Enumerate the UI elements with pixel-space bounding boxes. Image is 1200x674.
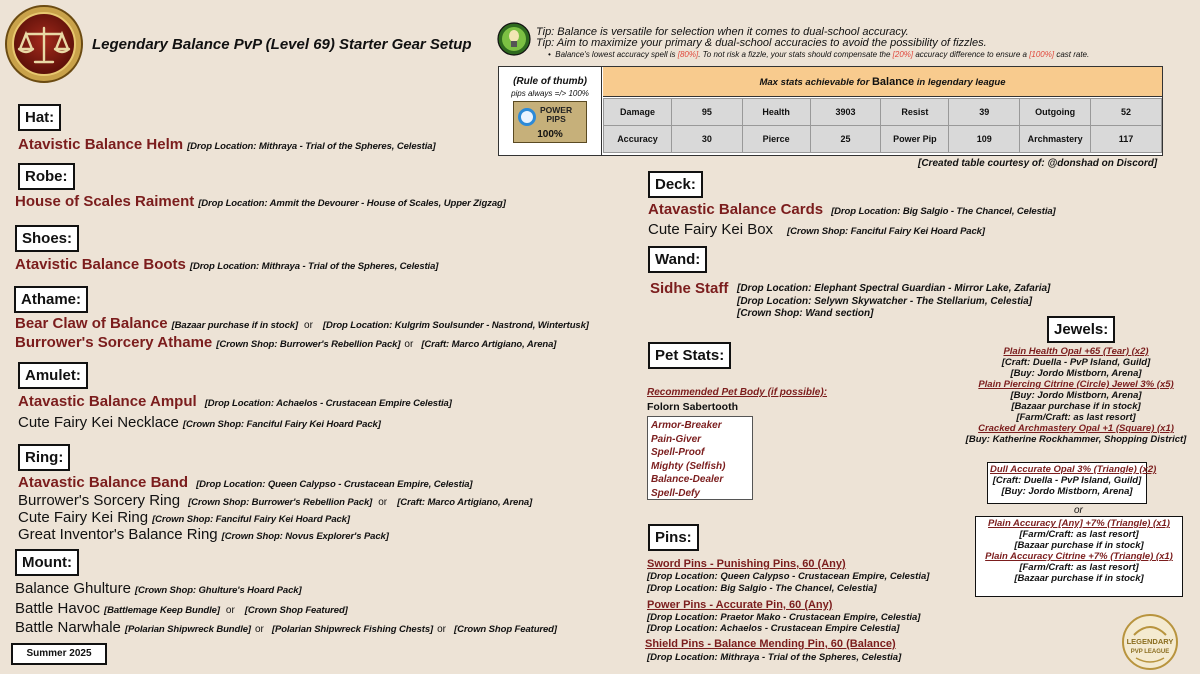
svg-text:LEGENDARY: LEGENDARY (1126, 637, 1174, 646)
robe-label: Robe: (18, 163, 75, 190)
wand-label: Wand: (648, 246, 707, 273)
jewel-4-heading: Dull Accurate Opal 3% (Triangle) (x2) (990, 464, 1157, 475)
deck-item-2: Cute Fairy Kei Box [Crown Shop: Fanciful Fairy Kei Hoard Pack] (648, 221, 985, 238)
pet-trait: Pain-Giver (651, 433, 702, 445)
jewel-group-1: Plain Health Opal +65 (Tear) (x2) [Craft: Duella - PvP Island, Guild] [Buy: Jordo Mistborn, Arena] Plain Piercing Citrine (Circle) Jewel 3% (x5) [Buy: Jordo Mistborn, Arena] [Bazaar purchase if in stock] [Farm/Craft: as last resort] Cracked Archmastery Opal +1 (Square) (x1) [Buy: Katherine Rockhammer, Shopping District] (960, 346, 1192, 445)
amulet-item-1: Atavastic Balance Ampul [Drop Location: Achaelos - Crustacean Empire Celestia] (18, 393, 452, 410)
jewel-box-accurate-opal: Dull Accurate Opal 3% (Triangle) (x2) [Craft: Duella - PvP Island, Guild] [Buy: Jordo Mistborn, Arena] (987, 462, 1147, 504)
stats-table (498, 66, 1163, 156)
pin-1-note-2: [Drop Location: Big Salgio - The Chancel, Celestia] (647, 583, 877, 594)
pin-2-heading: Power Pins - Accurate Pin, 60 (Any) (647, 599, 833, 611)
mount-item-1: Balance Ghulture [Crown Shop: Ghulture's Hoard Pack] (15, 580, 302, 597)
wand-item: Sidhe Staff (650, 280, 729, 297)
stats-row-2: Accuracy 30 Pierce 25 Power Pip 109 Archmastery 117 (604, 126, 1162, 153)
season-badge: Summer 2025 (11, 643, 107, 665)
svg-text:PVP LEAGUE: PVP LEAGUE (1130, 649, 1170, 655)
pet-recommendation: Recommended Pet Body (if possible): (647, 387, 828, 398)
pin-2-note-1: [Drop Location: Praetor Mako - Crustacean Empire, Celestia] (647, 612, 921, 623)
mount-item-2: Battle Havoc [Battlemage Keep Bundle] or [Crown Shop Featured] (15, 600, 348, 617)
tip-2: Tip: Aim to maximize your primary & dual-school accuracies to avoid the possibility of fizzles. (536, 37, 987, 49)
jewel-6-heading: Plain Accuracy Citrine +7% (Triangle) (x1) (985, 551, 1173, 562)
tip-1: Tip: Balance is versatile for selection when it comes to dual-school accuracy. (536, 26, 909, 38)
pet-trait: Spell-Defy (651, 487, 700, 499)
jewels-label: Jewels: (1047, 316, 1115, 343)
tip-3: • Balance's lowest accuracy spell is [80%]. To not risk a fizzle, your stats should compensate the [20%] accuracy difference to ensure a [100%] cast rate. (548, 50, 1090, 59)
power-pips-badge: POWER PIPS 100% (513, 101, 587, 143)
athame-item-2: Burrower's Sorcery Athame [Crown Shop: Burrower's Rebellion Pack] or [Craft: Marco Artigiano, Arena] (15, 334, 557, 351)
wand-note-3: [Crown Shop: Wand section] (737, 308, 874, 319)
table-credit: [Created table courtesy of: @donshad on Discord] (918, 158, 1158, 169)
athame-label: Athame: (14, 286, 88, 313)
ring-item-3: Cute Fairy Kei Ring [Crown Shop: Fanciful Fairy Kei Hoard Pack] (18, 509, 350, 526)
pin-1-note-1: [Drop Location: Queen Calypso - Crustacean Empire, Celestia] (647, 571, 930, 582)
pet-trait: Spell-Proof (651, 447, 705, 458)
jewel-2-heading: Plain Piercing Citrine (Circle) Jewel 3% (x5) (978, 379, 1174, 390)
ring-item-4: Great Inventor's Balance Ring [Crown Shop: Novus Explorer's Pack] (18, 526, 389, 543)
mount-item-3: Battle Narwhale [Polarian Shipwreck Bundle] or [Polarian Shipwreck Fishing Chests] or [Crown Shop Featured] (15, 619, 557, 636)
league-logo (1120, 613, 1180, 671)
pin-1-heading: Sword Pins - Punishing Pins, 60 (Any) (647, 558, 846, 570)
pet-trait: Mighty (Selfish) (651, 460, 726, 472)
stats-header: Max stats achievable for Balance in legendary league (603, 67, 1162, 97)
balance-emblem (4, 4, 84, 84)
pet-stats-label: Pet Stats: (648, 342, 731, 369)
deck-label: Deck: (648, 171, 703, 198)
pet-body: Folorn Sabertooth (647, 401, 738, 413)
amulet-item-2: Cute Fairy Kei Necklace [Crown Shop: Fanciful Fairy Kei Hoard Pack] (18, 414, 381, 431)
rule-title: (Rule of thumb) (513, 76, 587, 87)
wand-note-2: [Drop Location: Selywn Skywatcher - The Stellarium, Celestia] (737, 296, 1033, 307)
pet-trait: Balance-Dealer (651, 474, 724, 485)
rule-of-thumb-cell (499, 67, 602, 155)
tip-lightbulb-icon (497, 22, 531, 56)
rule-subtitle: pips always =/> 100% (511, 89, 589, 98)
pet-traits-box (647, 416, 753, 500)
mount-label: Mount: (15, 549, 79, 576)
robe-item: House of Scales Raiment [Drop Location: Ammit the Devourer - House of Scales, Upper Zigzag] (15, 193, 506, 210)
amulet-label: Amulet: (18, 362, 88, 389)
jewel-box-accuracy: Plain Accuracy [Any] +7% (Triangle) (x1) [Farm/Craft: as last resort] [Bazaar purchase if in stock] Plain Accuracy Citrine +7% (Triangle) (x1) [Farm/Craft: as last resort] [Bazaar purchase if in stock] (975, 516, 1183, 597)
shoes-item: Atavistic Balance Boots [Drop Location: Mithraya - Trial of the Spheres, Celestia] (15, 256, 439, 273)
athame-item-1: Bear Claw of Balance [Bazaar purchase if in stock] or [Drop Location: Kulgrim Soulsunder - Nastrond, Wintertusk] (15, 315, 589, 332)
pin-3-heading: Shield Pins - Balance Mending Pin, 60 (Balance) (645, 638, 896, 650)
jewel-or: or (1074, 505, 1083, 516)
league-crest-icon (1120, 613, 1180, 671)
ring-item-2: Burrower's Sorcery Ring [Crown Shop: Burrower's Rebellion Pack] or [Craft: Marco Artigiano, Arena] (18, 492, 533, 509)
jewel-3-heading: Cracked Archmastery Opal +1 (Square) (x1) (978, 423, 1174, 434)
jewel-1-heading: Plain Health Opal +65 (Tear) (x2) (1003, 346, 1149, 357)
stats-row-1: Damage 95 Health 3903 Resist 39 Outgoing 52 (604, 99, 1162, 126)
ring-label: Ring: (18, 444, 70, 471)
jewel-5-heading: Plain Accuracy [Any] +7% (Triangle) (x1) (988, 518, 1170, 529)
ring-item-1: Atavastic Balance Band [Drop Location: Queen Calypso - Crustacean Empire, Celestia] (18, 474, 473, 491)
deck-item-1: Atavastic Balance Cards [Drop Location: Big Salgio - The Chancel, Celestia] (648, 201, 1056, 218)
pin-2-note-2: [Drop Location: Achaelos - Crustacean Empire Celestia] (647, 623, 900, 634)
hat-label: Hat: (18, 104, 61, 131)
hat-item: Atavistic Balance Helm [Drop Location: Mithraya - Trial of the Spheres, Celestia] (18, 136, 436, 153)
pet-trait: Armor-Breaker (651, 420, 722, 431)
shoes-label: Shoes: (15, 225, 79, 252)
balance-scales-icon (4, 4, 84, 84)
pin-3-note-1: [Drop Location: Mithraya - Trial of the Spheres, Celestia] (647, 652, 902, 663)
pip-percent: 100% (537, 129, 563, 140)
power-pip-icon (518, 108, 536, 126)
page-title: Legendary Balance PvP (Level 69) Starter Gear Setup (92, 36, 472, 53)
wand-note-1: [Drop Location: Elephant Spectral Guardian - Mirror Lake, Zafaria] (737, 283, 1051, 294)
stats-grid (603, 98, 1162, 153)
pins-label: Pins: (648, 524, 699, 551)
